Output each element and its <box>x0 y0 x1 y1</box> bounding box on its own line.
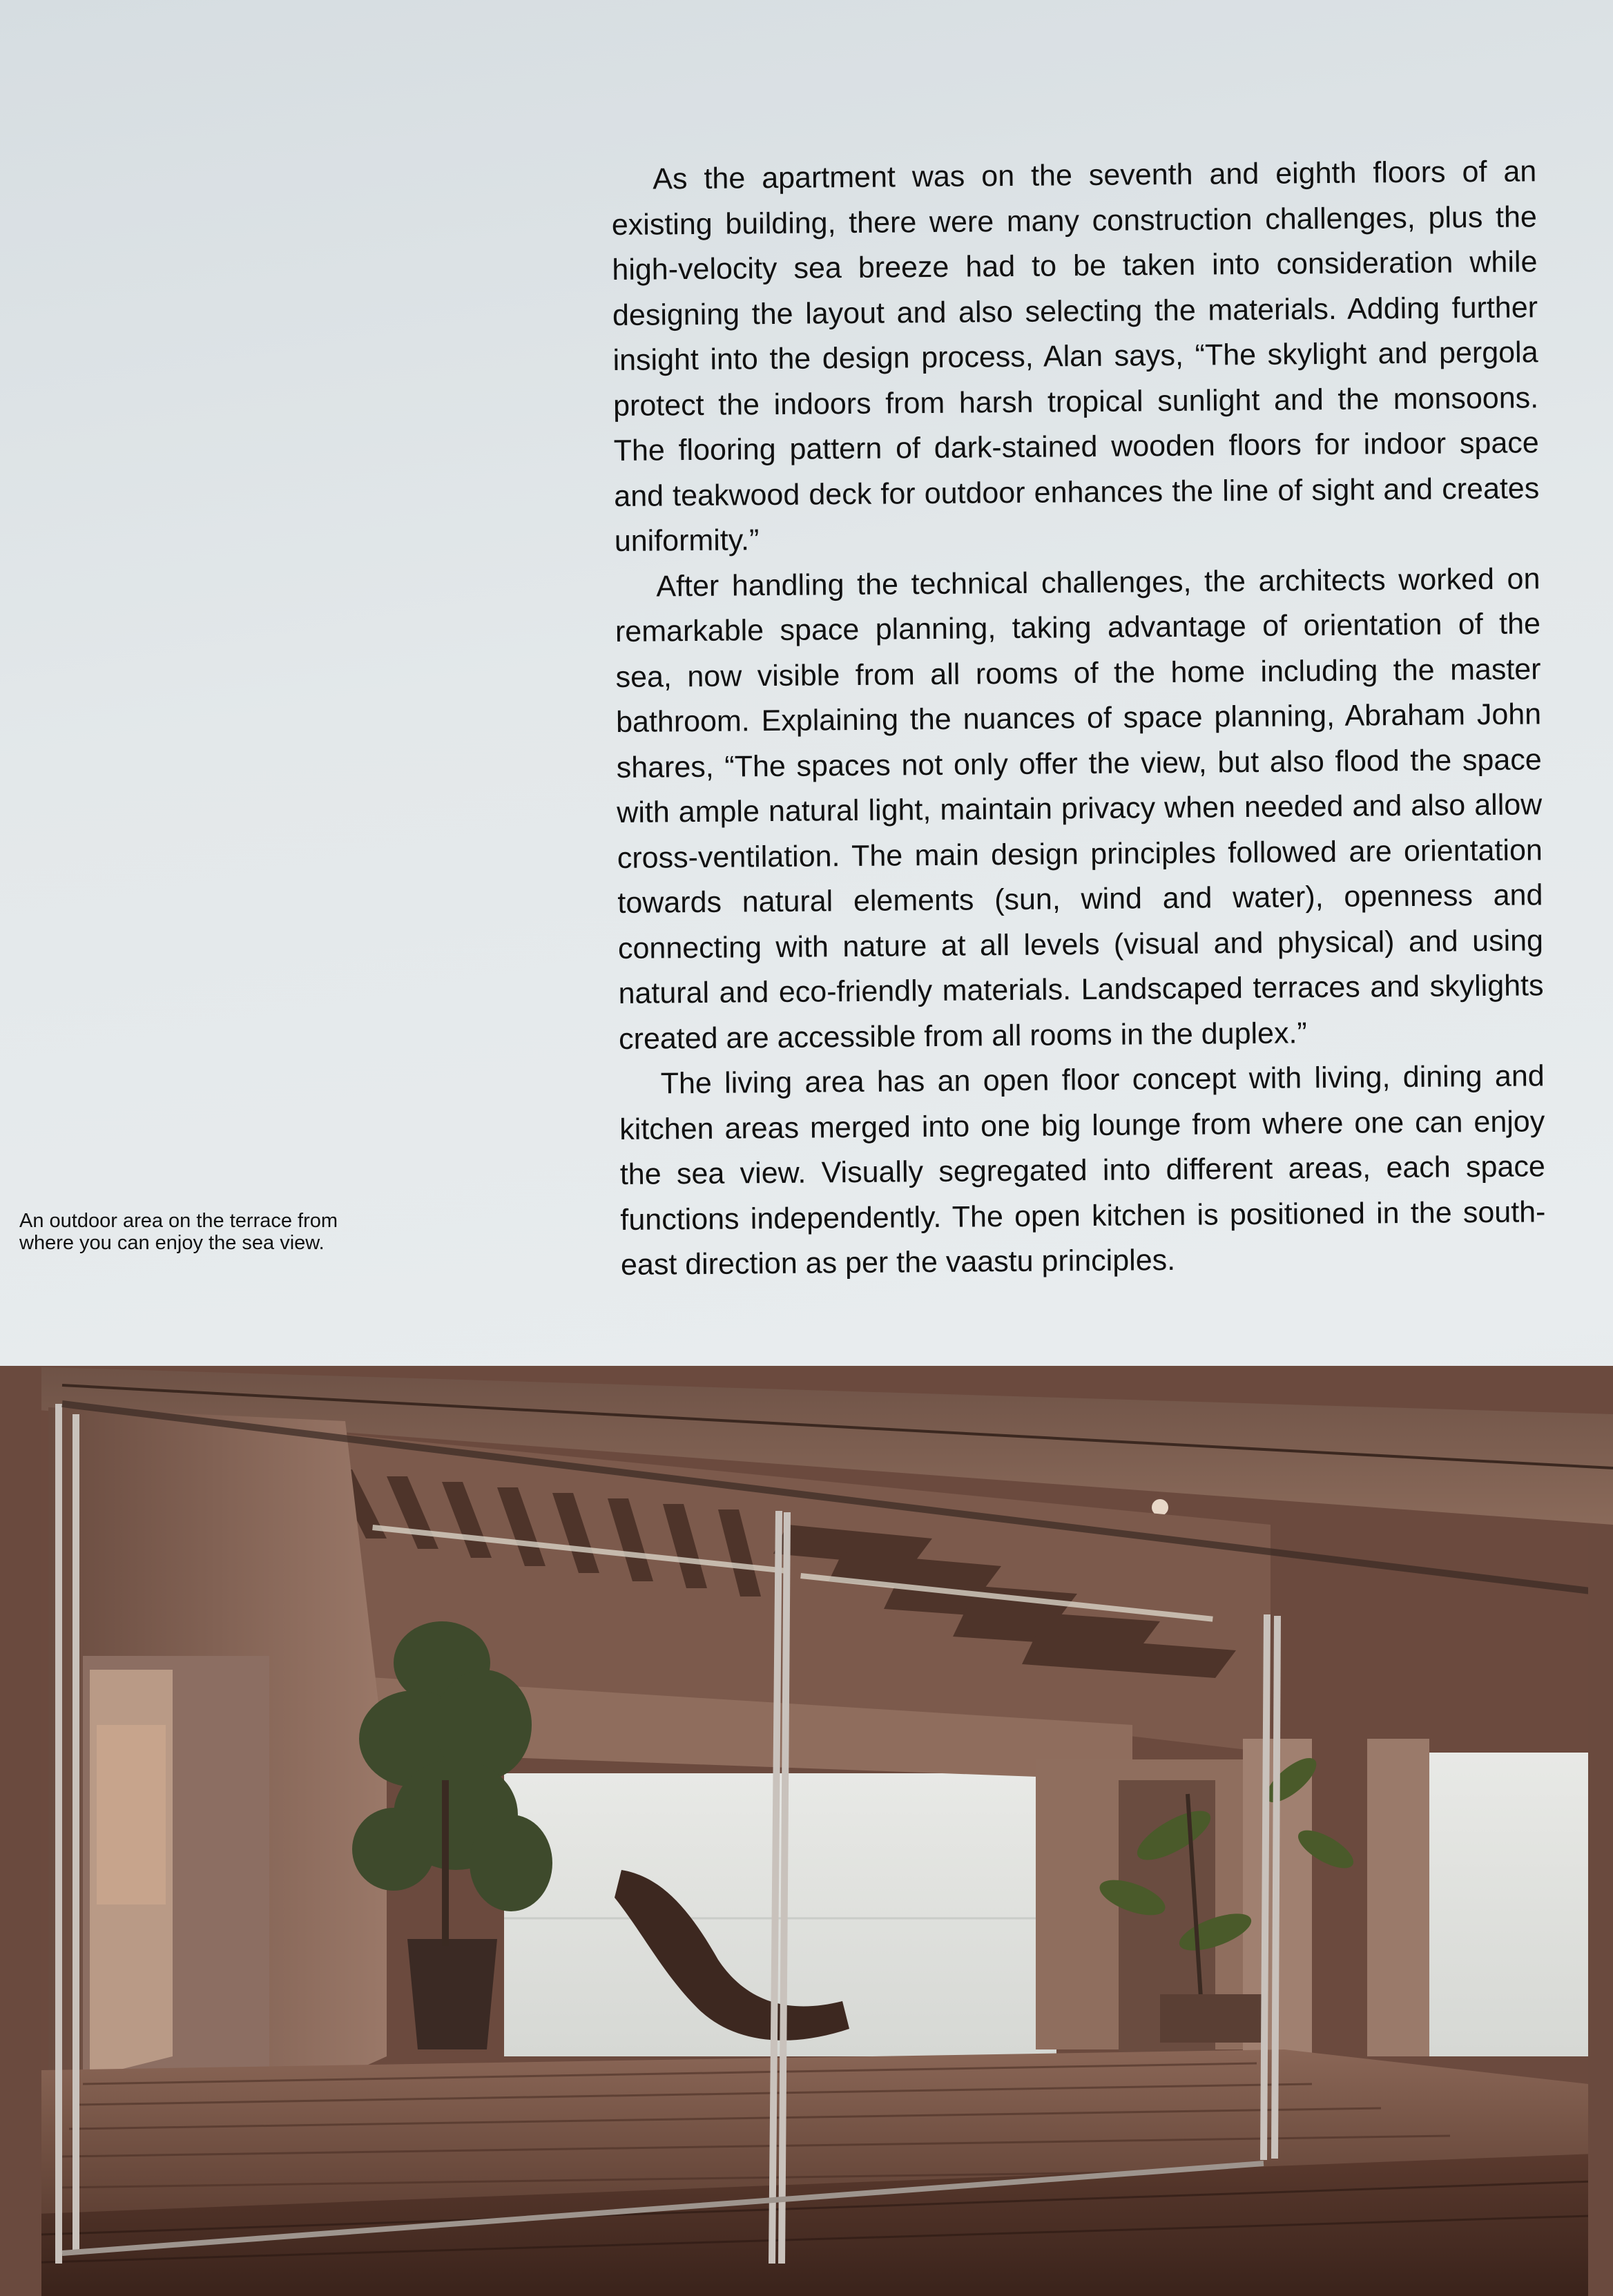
article-paragraph-2: After handling the technical challenges, the architects worked on remarkable space planning, taking advantage of orientation of the sea, now visible from all rooms of the home including the master bathroom. Explaining the nuances of space planning, Abraham John shares, “The spaces not only offer the view, but also flood the space with ample natural light, maintain privacy when needed and also allow cross-ventilation. The main design principles followed are orientation towards natural elements (sun, wind and water), openness and connecting with nature at all levels (visual and physical) and using natural and eco-friendly materials. Landscaped terraces and skylights created are accessible from all rooms in the duplex.” <box>615 561 1544 1056</box>
terrace-photo <box>0 1366 1613 2296</box>
photo-caption: An outdoor area on the terrace from where you can enjoy the sea view. <box>19 1210 338 1254</box>
article-paragraph-3: The living area has an open floor concept with living, dining and kitchen areas merged into one big lounge from where one can enjoy the sea view. Visually segregated into different areas, each space functions independently. The open kitchen is positioned in the south-east direction as per the vaastu principles. <box>619 1059 1546 1282</box>
article-paragraph-1: As the apartment was on the seventh and eighth floors of an existing building, there were many construction challenges, plus the high-velocity sea breeze had to be taken into consideration while designing the layout and also selecting the materials. Adding further insight into the design process, Alan says, “The skylight and pergola protect the indoors from harsh tropical sunlight and the monsoons. The flooring pattern of dark-stained wooden floors for indoor space and teakwood deck for outdoor enhances the line of sight and creates uniformity.” <box>611 155 1540 558</box>
article-body <box>611 149 1546 1288</box>
